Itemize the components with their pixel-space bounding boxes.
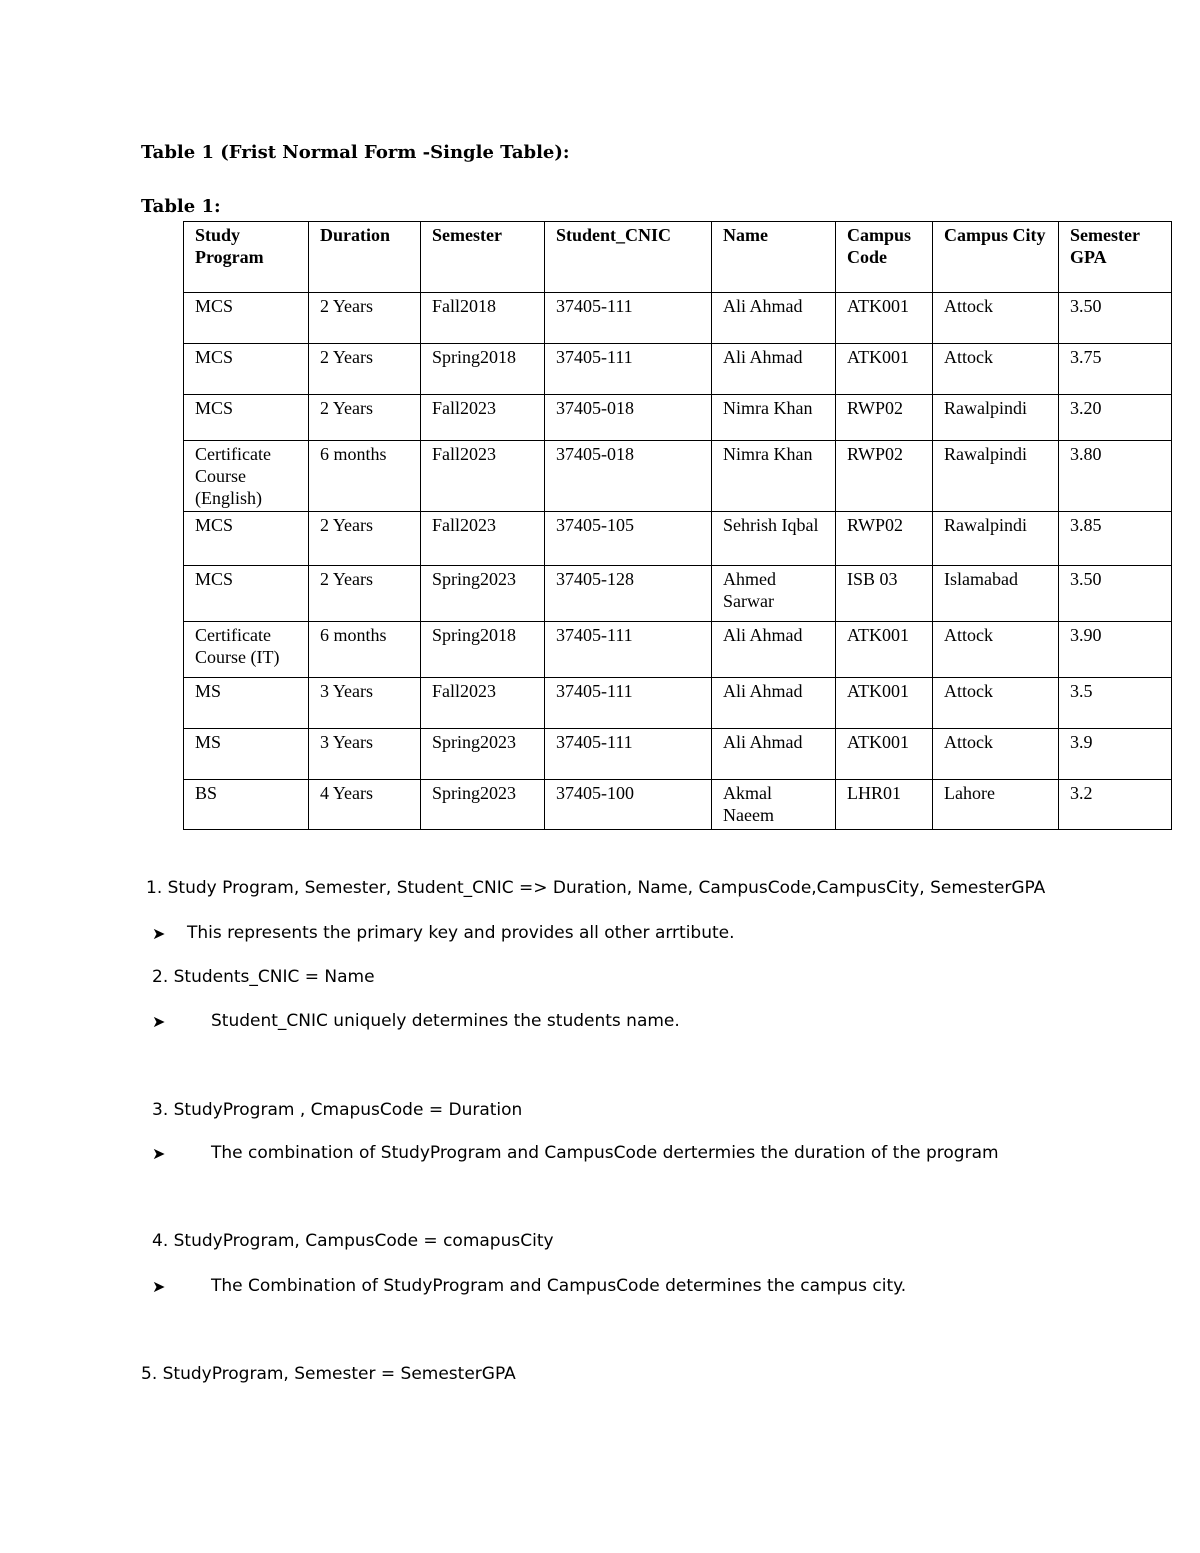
table-row (184, 344, 1172, 395)
cell-campus-city: Islamabad (933, 566, 1059, 622)
cell-campus-city: Attock (933, 293, 1059, 344)
cell-study-program: MCS (184, 512, 309, 566)
table-row (184, 395, 1172, 441)
cell-study-program: BS (184, 780, 309, 830)
cell-name: Ali Ahmad (712, 729, 836, 780)
cell-semester-gpa: 3.75 (1059, 344, 1172, 395)
cell-campus-city: Lahore (933, 780, 1059, 830)
cell-semester-gpa: 3.2 (1059, 780, 1172, 830)
table-row (184, 293, 1172, 344)
table-header-row (184, 222, 1172, 293)
cell-duration: 3 Years (309, 729, 421, 780)
cell-semester-gpa: 3.20 (1059, 395, 1172, 441)
cell-duration: 4 Years (309, 780, 421, 830)
cell-campus-city: Rawalpindi (933, 395, 1059, 441)
student-program-table (183, 221, 1172, 830)
dependency-statement: 5. StudyProgram, Semester = SemesterGPA (141, 1364, 516, 1384)
cell-semester-gpa: 3.50 (1059, 293, 1172, 344)
dependency-explanation: Student_CNIC uniquely determines the students name. (211, 1011, 680, 1031)
cell-semester-gpa: 3.90 (1059, 622, 1172, 678)
cell-name: Akmal Naeem (712, 780, 836, 830)
cell-student-cnic: 37405-128 (545, 566, 712, 622)
cell-study-program: MCS (184, 293, 309, 344)
dependency-statement: 3. StudyProgram , CmapusCode = Duration (152, 1100, 523, 1120)
cell-campus-code: ATK001 (836, 344, 933, 395)
header-semester-gpa: Semester GPA (1059, 222, 1172, 293)
dependency-statement: 2. Students_CNIC = Name (152, 967, 375, 987)
cell-student-cnic: 37405-111 (545, 293, 712, 344)
dependency-explanation: The Combination of StudyProgram and CampusCode determines the campus city. (211, 1276, 907, 1296)
table-caption: Table 1: (141, 196, 221, 217)
cell-name: Ali Ahmad (712, 293, 836, 344)
cell-duration: 2 Years (309, 512, 421, 566)
cell-duration: 6 months (309, 622, 421, 678)
cell-semester: Fall2023 (421, 441, 545, 512)
cell-semester-gpa: 3.5 (1059, 678, 1172, 729)
cell-name: Ali Ahmad (712, 622, 836, 678)
cell-campus-code: ISB 03 (836, 566, 933, 622)
dependency-explanation: The combination of StudyProgram and CampusCode dertermies the duration of the program (211, 1143, 999, 1163)
cell-campus-code: RWP02 (836, 395, 933, 441)
header-campus-code: Campus Code (836, 222, 933, 293)
cell-name: Sehrish Iqbal (712, 512, 836, 566)
cell-name: Ahmed Sarwar (712, 566, 836, 622)
table-row (184, 441, 1172, 512)
cell-student-cnic: 37405-105 (545, 512, 712, 566)
cell-semester: Spring2018 (421, 344, 545, 395)
cell-semester-gpa: 3.50 (1059, 566, 1172, 622)
table-row (184, 678, 1172, 729)
cell-duration: 3 Years (309, 678, 421, 729)
cell-semester: Fall2023 (421, 678, 545, 729)
cell-student-cnic: 37405-111 (545, 729, 712, 780)
arrow-bullet-icon: ➤ (152, 1277, 166, 1296)
cell-semester: Fall2018 (421, 293, 545, 344)
header-student-cnic: Student_CNIC (545, 222, 712, 293)
cell-semester: Spring2023 (421, 729, 545, 780)
cell-student-cnic: 37405-100 (545, 780, 712, 830)
cell-campus-city: Rawalpindi (933, 512, 1059, 566)
cell-duration: 2 Years (309, 395, 421, 441)
arrow-bullet-icon: ➤ (152, 1012, 166, 1031)
table-row (184, 729, 1172, 780)
table-row (184, 622, 1172, 678)
cell-name: Ali Ahmad (712, 678, 836, 729)
cell-name: Nimra Khan (712, 441, 836, 512)
cell-duration: 6 months (309, 441, 421, 512)
cell-student-cnic: 37405-111 (545, 622, 712, 678)
cell-name: Ali Ahmad (712, 344, 836, 395)
cell-campus-city: Attock (933, 678, 1059, 729)
cell-semester-gpa: 3.80 (1059, 441, 1172, 512)
cell-study-program: MS (184, 729, 309, 780)
cell-study-program: MCS (184, 395, 309, 441)
header-semester: Semester (421, 222, 545, 293)
cell-campus-code: LHR01 (836, 780, 933, 830)
header-campus-city: Campus City (933, 222, 1059, 293)
cell-campus-code: RWP02 (836, 441, 933, 512)
arrow-bullet-icon: ➤ (152, 924, 166, 943)
cell-campus-code: ATK001 (836, 678, 933, 729)
cell-study-program: Certificate Course (IT) (184, 622, 309, 678)
header-study-program: Study Program (184, 222, 309, 293)
cell-semester: Spring2023 (421, 566, 545, 622)
cell-campus-city: Attock (933, 344, 1059, 395)
header-name: Name (712, 222, 836, 293)
table-row (184, 512, 1172, 566)
cell-student-cnic: 37405-111 (545, 678, 712, 729)
cell-student-cnic: 37405-018 (545, 441, 712, 512)
dependency-explanation: This represents the primary key and provides all other arrtibute. (187, 923, 735, 943)
table-row (184, 566, 1172, 622)
cell-student-cnic: 37405-111 (545, 344, 712, 395)
cell-campus-code: RWP02 (836, 512, 933, 566)
cell-duration: 2 Years (309, 344, 421, 395)
cell-study-program: MS (184, 678, 309, 729)
page-title: Table 1 (Frist Normal Form -Single Table): (141, 142, 570, 163)
cell-study-program: MCS (184, 344, 309, 395)
cell-duration: 2 Years (309, 293, 421, 344)
table-row (184, 780, 1172, 830)
cell-study-program: MCS (184, 566, 309, 622)
dependency-statement: 1. Study Program, Semester, Student_CNIC => Duration, Name, CampusCode,CampusCity, SemesterGPA (146, 878, 1046, 898)
cell-campus-code: ATK001 (836, 293, 933, 344)
cell-semester: Fall2023 (421, 395, 545, 441)
cell-name: Nimra Khan (712, 395, 836, 441)
cell-study-program: Certificate Course (English) (184, 441, 309, 512)
cell-semester: Spring2023 (421, 780, 545, 830)
cell-semester-gpa: 3.9 (1059, 729, 1172, 780)
header-duration: Duration (309, 222, 421, 293)
cell-campus-city: Rawalpindi (933, 441, 1059, 512)
cell-campus-code: ATK001 (836, 729, 933, 780)
cell-campus-city: Attock (933, 729, 1059, 780)
cell-semester: Spring2018 (421, 622, 545, 678)
cell-campus-code: ATK001 (836, 622, 933, 678)
arrow-bullet-icon: ➤ (152, 1144, 166, 1163)
cell-campus-city: Attock (933, 622, 1059, 678)
dependency-statement: 4. StudyProgram, CampusCode = comapusCity (152, 1231, 554, 1251)
cell-duration: 2 Years (309, 566, 421, 622)
cell-student-cnic: 37405-018 (545, 395, 712, 441)
cell-semester-gpa: 3.85 (1059, 512, 1172, 566)
cell-semester: Fall2023 (421, 512, 545, 566)
